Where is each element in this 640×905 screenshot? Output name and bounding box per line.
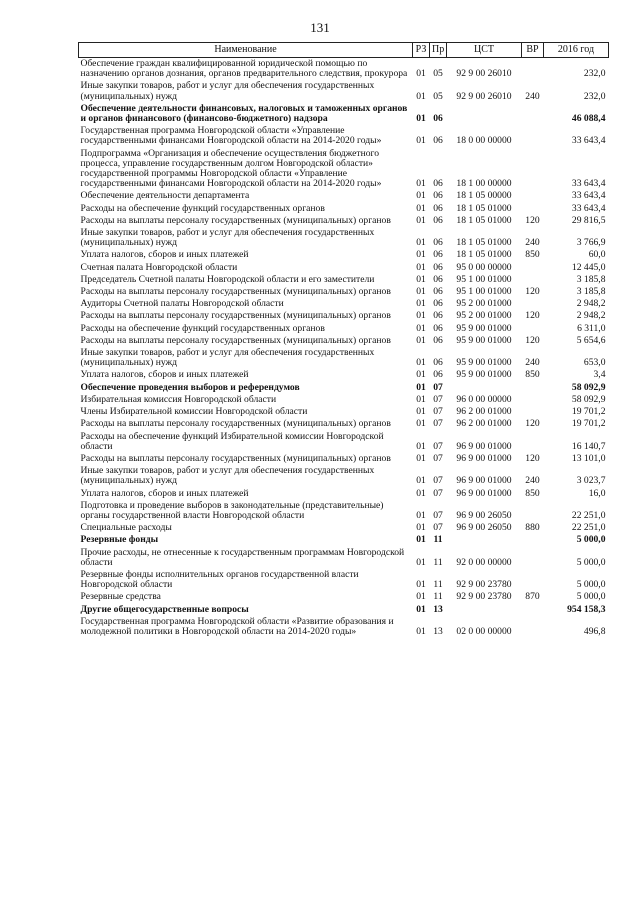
row-cst: 96 9 00 01000 (456, 440, 512, 452)
row-cst: 92 9 00 26010 (456, 68, 512, 80)
row-pr: 06 (433, 357, 443, 369)
row-pr: 06 (433, 261, 443, 273)
row-vr (522, 394, 544, 406)
row-cst: 96 2 00 01000 (456, 418, 512, 430)
row-cst: 96 9 00 01000 (456, 487, 512, 499)
table-row (79, 215, 609, 227)
row-vr: 240 (525, 475, 540, 487)
row-name: Обеспечение проведения выборов и референдумов (80, 381, 300, 393)
row-rz: 01 (416, 393, 426, 405)
table-row (79, 148, 609, 191)
row-pr: 06 (433, 286, 443, 298)
row-rz: 01 (416, 487, 426, 499)
row-amount: 58 092,9 (571, 381, 606, 393)
row-name: Прочие расходы, не отнесенные к государственным программам Новгородской области (80, 546, 405, 568)
row-cst: 92 9 00 23780 (456, 579, 512, 591)
row-name: Обеспечение деятельности финансовых, налоговых и таможенных органов и органов финансового (финансово-бюджетного) надзора (80, 102, 408, 125)
row-vr (522, 190, 544, 202)
row-name: Уплата налогов, сборов и иных платежей (80, 487, 249, 499)
row-cst: 96 0 00 00000 (456, 393, 512, 405)
row-cst: 95 9 00 01000 (456, 334, 512, 346)
row-cst: 95 2 00 01000 (456, 310, 512, 322)
row-pr: 06 (433, 334, 443, 346)
row-cst: 96 2 00 01000 (456, 406, 512, 418)
row-name: Уплата налогов, сборов и иных платежей (80, 369, 249, 381)
table-row (79, 262, 609, 274)
table-row (79, 616, 609, 638)
row-name: Уплата налогов, сборов и иных платежей (80, 249, 249, 261)
row-amount: 16,0 (588, 487, 606, 499)
table-row (79, 249, 609, 261)
row-name: Обеспечение граждан квалифицированной юридической помощью по назначению органов дознания, органов предварительного следствия, прокурора (80, 58, 408, 80)
row-vr (522, 604, 544, 616)
row-cst (447, 103, 522, 125)
row-name: Расходы на выплаты персоналу государственных (муниципальных) органов (80, 452, 391, 464)
row-vr (522, 382, 544, 394)
row-cst (447, 382, 522, 394)
row-amount: 33 643,4 (571, 178, 606, 190)
row-cst: 18 1 00 00000 (456, 178, 512, 190)
row-amount: 3 766,9 (576, 237, 606, 249)
row-name: Председатель Счетной палаты Новгородской области и его заместители (80, 273, 375, 285)
table-row (79, 431, 609, 453)
row-vr: 240 (525, 90, 540, 102)
row-cst: 96 9 00 01000 (456, 475, 512, 487)
row-rz: 01 (416, 90, 426, 102)
row-cst: 92 9 00 26010 (456, 90, 512, 102)
row-amount: 5 654,6 (576, 334, 606, 346)
table-row (79, 406, 609, 418)
row-amount: 58 092,9 (571, 393, 606, 405)
row-cst: 18 1 05 01000 (456, 237, 512, 249)
row-vr (522, 274, 544, 286)
row-rz: 01 (416, 286, 426, 298)
row-vr (522, 569, 544, 591)
row-vr: 850 (525, 487, 540, 499)
page-number: 131 (310, 20, 330, 35)
row-rz: 01 (416, 113, 426, 125)
row-amount: 33 643,4 (571, 190, 606, 202)
row-rz: 01 (416, 509, 426, 521)
table-row (79, 58, 609, 81)
row-amount: 19 701,2 (571, 418, 606, 430)
row-vr: 120 (525, 334, 540, 346)
row-amount: 2 948,2 (576, 310, 606, 322)
row-amount: 5 000,0 (576, 591, 606, 603)
table-row (79, 522, 609, 534)
row-rz: 01 (416, 178, 426, 190)
row-cst: 18 1 05 01000 (456, 202, 512, 214)
budget-table (78, 42, 609, 638)
row-vr: 880 (525, 522, 540, 534)
row-pr: 06 (433, 178, 443, 190)
table-row (79, 369, 609, 381)
row-rz: 01 (416, 534, 426, 546)
row-vr (522, 125, 544, 147)
row-vr: 120 (525, 418, 540, 430)
table-row (79, 488, 609, 500)
row-vr (522, 58, 544, 81)
table-row (79, 125, 609, 147)
row-vr (522, 103, 544, 125)
row-name: Счетная палата Новгородской области (80, 261, 238, 273)
table-row (79, 80, 609, 102)
row-pr: 07 (433, 487, 443, 499)
table-row (79, 500, 609, 522)
table-row (79, 323, 609, 335)
row-vr: 870 (525, 591, 540, 603)
row-rz: 01 (416, 522, 426, 534)
row-amount: 22 251,0 (571, 509, 606, 521)
row-name: Резервные фонды (80, 534, 159, 546)
row-amount: 5 000,0 (576, 534, 606, 546)
row-vr (522, 431, 544, 453)
row-rz: 01 (416, 381, 426, 393)
row-name: Резервные фонды исполнительных органов государственной власти Новгородской области (80, 568, 359, 591)
header-year: 2016 год (544, 43, 609, 58)
row-vr: 240 (525, 357, 540, 369)
row-rz: 01 (416, 214, 426, 226)
row-cst: 18 1 05 01000 (456, 249, 512, 261)
row-rz: 01 (416, 334, 426, 346)
row-name: Другие общегосударственные вопросы (80, 603, 249, 615)
row-cst: 95 9 00 01000 (456, 369, 512, 381)
row-amount: 5 000,0 (576, 579, 606, 591)
row-rz: 01 (416, 475, 426, 487)
table-header-row (79, 43, 609, 58)
row-cst: 95 1 00 01000 (456, 273, 512, 285)
row-pr: 06 (433, 369, 443, 381)
row-vr (522, 298, 544, 310)
row-name: Подготовка и проведение выборов в законодательные (представительные) органы государственной власти Новгородской области (80, 499, 384, 521)
row-pr: 07 (433, 418, 443, 430)
table-row (79, 453, 609, 465)
row-amount: 5 000,0 (576, 556, 606, 568)
row-name: Резервные средства (80, 591, 161, 603)
table-row (79, 347, 609, 369)
table-row (79, 547, 609, 569)
row-pr: 07 (433, 406, 443, 418)
row-cst: 92 9 00 23780 (456, 591, 512, 603)
row-vr (522, 406, 544, 418)
header-cst: ЦСТ (447, 43, 522, 58)
row-amount: 653,0 (583, 357, 606, 369)
row-pr: 11 (433, 591, 443, 603)
row-rz: 01 (416, 440, 426, 452)
table-row (79, 335, 609, 347)
header-name: Наименование (79, 43, 413, 58)
row-cst: 02 0 00 00000 (456, 625, 512, 637)
row-name: Расходы на выплаты персоналу государственных (муниципальных) органов (80, 214, 391, 226)
row-rz: 01 (416, 369, 426, 381)
row-amount: 22 251,0 (571, 522, 606, 534)
row-vr: 120 (525, 214, 540, 226)
row-pr: 06 (433, 214, 443, 226)
row-amount: 496,8 (583, 625, 606, 637)
row-rz: 01 (416, 273, 426, 285)
row-rz: 01 (416, 310, 426, 322)
row-pr: 06 (433, 190, 443, 202)
row-vr: 120 (525, 286, 540, 298)
row-pr: 07 (433, 509, 443, 521)
row-cst: 18 1 05 00000 (456, 190, 512, 202)
table-row (79, 394, 609, 406)
row-cst: 96 9 00 01000 (456, 452, 512, 464)
row-pr: 11 (433, 534, 443, 546)
row-vr (522, 534, 544, 546)
row-rz: 01 (416, 556, 426, 568)
row-cst: 18 1 05 01000 (456, 214, 512, 226)
row-amount: 3,4 (593, 369, 606, 381)
row-cst (447, 604, 522, 616)
table-row (79, 569, 609, 591)
row-cst: 95 2 00 01000 (456, 298, 512, 310)
table-row (79, 286, 609, 298)
row-name: Расходы на выплаты персоналу государственных (муниципальных) органов (80, 310, 391, 322)
row-amount: 954 158,3 (567, 603, 606, 615)
row-amount: 2 948,2 (576, 298, 606, 310)
row-rz: 01 (416, 261, 426, 273)
row-cst (447, 534, 522, 546)
row-amount: 232,0 (583, 90, 606, 102)
row-amount: 33 643,4 (571, 135, 606, 147)
row-vr: 850 (525, 369, 540, 381)
row-pr: 06 (433, 202, 443, 214)
row-vr (522, 148, 544, 191)
table-row (79, 190, 609, 202)
table-row (79, 534, 609, 546)
row-rz: 01 (416, 452, 426, 464)
table-row (79, 382, 609, 394)
row-pr: 13 (433, 603, 443, 615)
row-rz: 01 (416, 322, 426, 334)
row-rz: 01 (416, 249, 426, 261)
row-pr: 11 (433, 579, 443, 591)
table-row (79, 310, 609, 322)
row-rz: 01 (416, 418, 426, 430)
row-cst: 18 0 00 00000 (456, 135, 512, 147)
row-name: Избирательная комиссия Новгородской области (80, 393, 277, 405)
row-pr: 07 (433, 452, 443, 464)
row-rz: 01 (416, 406, 426, 418)
table-row (79, 298, 609, 310)
row-vr (522, 262, 544, 274)
row-pr: 07 (433, 440, 443, 452)
row-name: Расходы на обеспечение функций государственных органов (80, 322, 325, 334)
row-pr: 06 (433, 113, 443, 125)
row-pr: 06 (433, 298, 443, 310)
row-rz: 01 (416, 237, 426, 249)
row-name: Расходы на выплаты персоналу государственных (муниципальных) органов (80, 418, 391, 430)
row-amount: 3 185,8 (576, 286, 606, 298)
table-row (79, 418, 609, 430)
row-vr: 120 (525, 310, 540, 322)
header-pr: Пр (430, 43, 447, 58)
row-rz: 01 (416, 298, 426, 310)
row-vr (522, 500, 544, 522)
row-amount: 6 311,0 (577, 322, 606, 334)
table-row (79, 203, 609, 215)
row-amount: 16 140,7 (571, 440, 606, 452)
table-row (79, 103, 609, 125)
row-name: Иные закупки товаров, работ и услуг для обеспечения государственных (муниципальных) нужд (80, 80, 375, 102)
row-pr: 06 (433, 135, 443, 147)
row-rz: 01 (416, 591, 426, 603)
row-name: Расходы на выплаты персоналу государственных (муниципальных) органов (80, 334, 391, 346)
row-name: Аудиторы Счетной палаты Новгородской области (80, 298, 284, 310)
row-cst: 95 9 00 01000 (456, 357, 512, 369)
table-row (79, 227, 609, 249)
row-rz: 01 (416, 603, 426, 615)
row-vr (522, 547, 544, 569)
row-name: Расходы на выплаты персоналу государственных (муниципальных) органов (80, 286, 391, 298)
row-amount: 33 643,4 (571, 202, 606, 214)
row-name: Иные закупки товаров, работ и услуг для обеспечения государственных (муниципальных) нужд (80, 465, 375, 487)
table-row (79, 591, 609, 603)
header-rz: РЗ (413, 43, 430, 58)
row-amount: 19 701,2 (571, 406, 606, 418)
row-name: Подпрограмма «Организация и обеспечение осуществления бюджетного процесса, управление государственным долгом Новгородской области» государственной программы Новгородской области «Управление государственными финансами Новгородской области на 2014-2020 годы» (80, 147, 382, 190)
row-vr: 240 (525, 237, 540, 249)
row-name: Иные закупки товаров, работ и услуг для обеспечения государственных (муниципальных) нужд (80, 347, 375, 369)
row-pr: 11 (433, 556, 443, 568)
table-row (79, 465, 609, 487)
row-amount: 232,0 (583, 68, 606, 80)
row-pr: 06 (433, 249, 443, 261)
row-vr: 120 (525, 452, 540, 464)
row-pr: 05 (433, 68, 443, 80)
row-vr (522, 203, 544, 215)
row-rz: 01 (416, 579, 426, 591)
row-amount: 3 185,8 (576, 273, 606, 285)
table-row (79, 604, 609, 616)
row-pr: 06 (433, 273, 443, 285)
row-pr: 07 (433, 522, 443, 534)
row-rz: 01 (416, 68, 426, 80)
row-amount: 46 088,4 (571, 113, 606, 125)
row-amount: 3 023,7 (576, 475, 606, 487)
row-rz: 01 (416, 202, 426, 214)
row-vr (522, 323, 544, 335)
row-rz: 01 (416, 625, 426, 637)
row-cst: 92 0 00 00000 (456, 556, 512, 568)
row-vr (522, 616, 544, 638)
row-name: Расходы на обеспечение функций Избирательной комиссии Новгородской области (80, 430, 384, 452)
row-amount: 12 445,0 (571, 261, 606, 273)
row-rz: 01 (416, 135, 426, 147)
row-name: Иные закупки товаров, работ и услуг для обеспечения государственных (муниципальных) нужд (80, 227, 375, 249)
row-pr: 05 (433, 90, 443, 102)
row-rz: 01 (416, 190, 426, 202)
row-cst: 96 9 00 26050 (456, 522, 512, 534)
row-pr: 06 (433, 322, 443, 334)
row-name: Специальные расходы (80, 522, 172, 534)
row-name: Члены Избирательной комиссии Новгородской области (80, 406, 308, 418)
row-name: Обеспечение деятельности департамента (80, 190, 250, 202)
row-pr: 06 (433, 310, 443, 322)
row-cst: 96 9 00 26050 (456, 509, 512, 521)
row-cst: 95 9 00 01000 (456, 322, 512, 334)
row-pr: 13 (433, 625, 443, 637)
header-vr: ВР (522, 43, 544, 58)
row-pr: 06 (433, 237, 443, 249)
row-name: Государственная программа Новгородской области «Развитие образования и молодежной политики в Новгородской области на 2014-2020 годы» (80, 615, 394, 637)
row-pr: 07 (433, 393, 443, 405)
row-amount: 29 816,5 (571, 214, 606, 226)
row-rz: 01 (416, 357, 426, 369)
row-name: Государственная программа Новгородской области «Управление государственными финансами Новгородской области на 2014-2020 годы» (80, 125, 382, 147)
row-pr: 07 (433, 475, 443, 487)
row-name: Расходы на обеспечение функций государственных органов (80, 202, 325, 214)
row-pr: 07 (433, 381, 443, 393)
row-amount: 13 101,0 (571, 452, 606, 464)
row-cst: 95 0 00 00000 (456, 261, 512, 273)
row-amount: 60,0 (588, 249, 606, 261)
row-vr: 850 (525, 249, 540, 261)
table-row (79, 274, 609, 286)
row-cst: 95 1 00 01000 (456, 286, 512, 298)
